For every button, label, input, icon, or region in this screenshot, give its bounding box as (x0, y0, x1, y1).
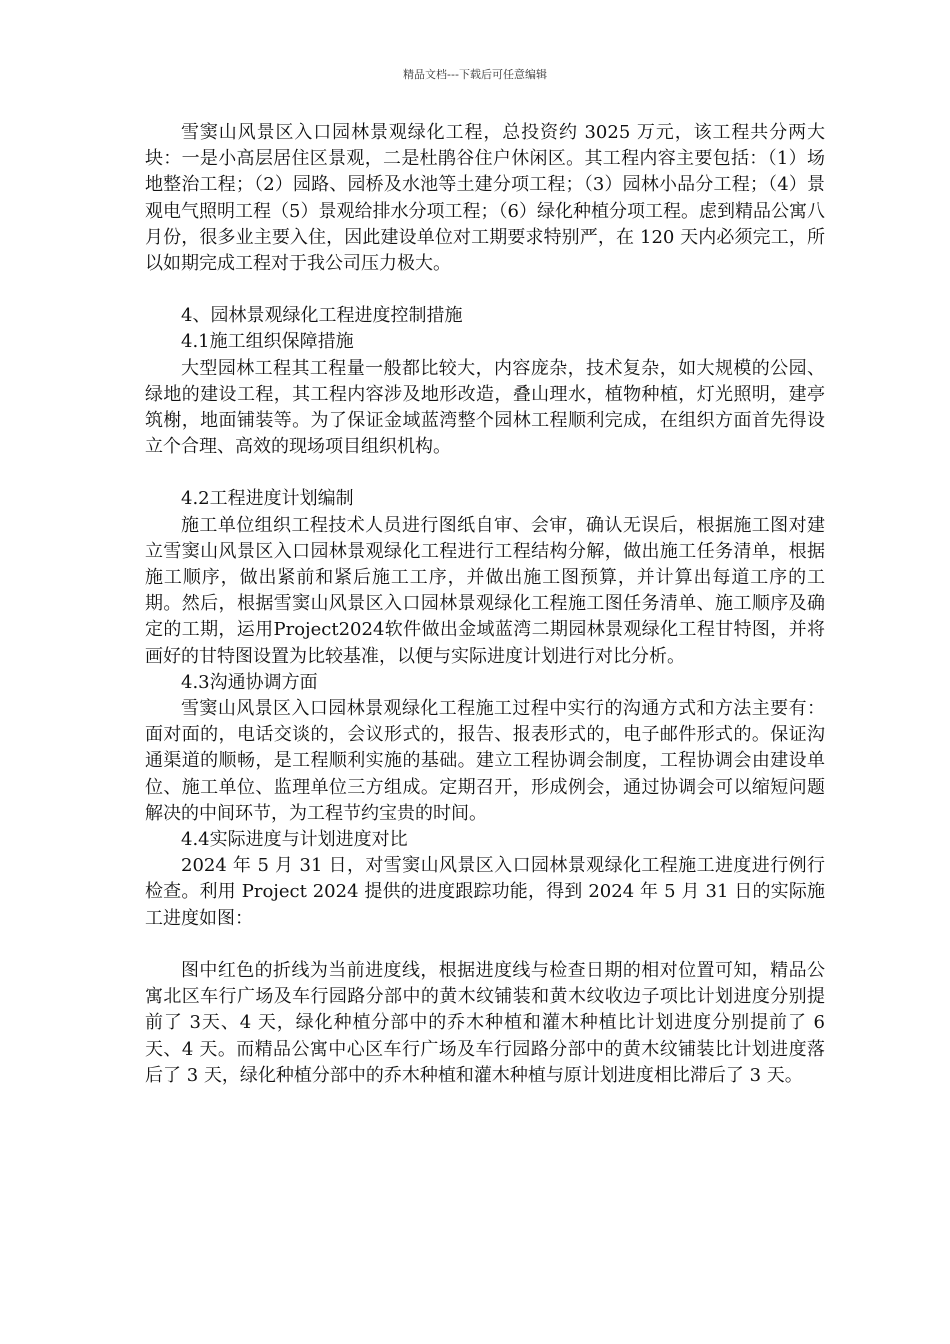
intro-paragraph: 雪窦山风景区入口园林景观绿化工程，总投资约 3025 万元，该工程共分两大块：一是小高层居住区景观，二是杜鹃谷住户休闲区。其工程内容主要包括：（1）场地整治工程；（2）园路、园桥及水池等土建分项工程；（3）园林小品分工程；（4）景观电气照明工程（5）景观给排水分项工程；（6）绿化种植分项工程。虑到精品公寓八月份，很多业主要入住，因此建设单位对工期要求特别严，在 120 天内必须完工，所以如期完成工程对于我公司压力极大。 (145, 122, 825, 275)
page-header: 精品文档---下载后可任意编辑 (403, 68, 547, 81)
paragraph-progress-analysis: 图中红色的折线为当前进度线，根据进度线与检查日期的相对位置可知，精品公寓北区车行广场及车行园路分部中的黄木纹铺装和黄木纹收边子项比计划进度分别提前了 3天、4 天，绿化种植分部中的乔木种植和灌木种植比计划进度分别提前了 6 天、4 天。而精品公寓中心区车行广场及车行园路分部中的黄木纹铺装比计划进度落后了 3 天，绿化种植分部中的乔木种植和灌木种植与原计划进度相比滞后了 3 天。 (145, 959, 825, 1086)
spacer (145, 932, 825, 958)
spacer (145, 460, 825, 486)
paragraph-section-4-3: 雪窦山风景区入口园林景观绿化工程施工过程中实行的沟通方式和方法主要有：面对面的，电话交谈的，会议形式的，报告、报表形式的，电子邮件形式的。保证沟通渠道的顺畅，是工程顺利实施的基础。建立工程协调会制度，工程协调会由建设单位、施工单位、监理单位三方组成。定期召开，形成例会，通过协调会可以缩短问题解决的中间环节，为工程节约宝贵的时间。 (145, 698, 825, 824)
heading-section-4-2: 4.2工程进度计划编制 (181, 488, 354, 510)
heading-section-4-4: 4.4实际进度与计划进度对比 (181, 829, 408, 851)
document-body (145, 120, 825, 1089)
heading-section-4-1: 4.1施工组织保障措施 (181, 331, 354, 353)
heading-section-4: 4、园林景观绿化工程进度控制措施 (181, 305, 463, 327)
spacer (145, 277, 825, 303)
paragraph-section-4-4: 2024 年 5 月 31 日，对雪窦山风景区入口园林景观绿化工程施工进度进行例行检查。利用 Project 2024 提供的进度跟踪功能，得到 2024 年 5 月 31 日的实际施工进度如图： (145, 855, 825, 929)
paragraph-section-4-1: 大型园林工程其工程量一般都比较大，内容庞杂，技术复杂，如大规模的公园、绿地的建设工程，其工程内容涉及地形改造，叠山理水，植物种植，灯光照明，建亭筑榭，地面铺装等。为了保证金域蓝湾整个园林工程顺利完成，在组织方面首先得设立个合理、高效的现场项目组织机构。 (145, 357, 825, 458)
heading-section-4-3: 4.3沟通协调方面 (181, 671, 318, 693)
paragraph-section-4-2: 施工单位组织工程技术人员进行图纸自审、会审，确认无误后，根据施工图对建立雪窦山风景区入口园林景观绿化工程进行工程结构分解，做出施工任务清单，根据施工顺序，做出紧前和紧后施工工序，并做出施工图预算，并计算出每道工序的工期。然后，根据雪窦山风景区入口园林景观绿化工程施工图任务清单、施工顺序及确定的工期，运用Project2024软件做出金域蓝湾二期园林景观绿化工程甘特图，并将画好的甘特图设置为比较基准，以便与实际进度计划进行对比分析。 (145, 514, 825, 667)
